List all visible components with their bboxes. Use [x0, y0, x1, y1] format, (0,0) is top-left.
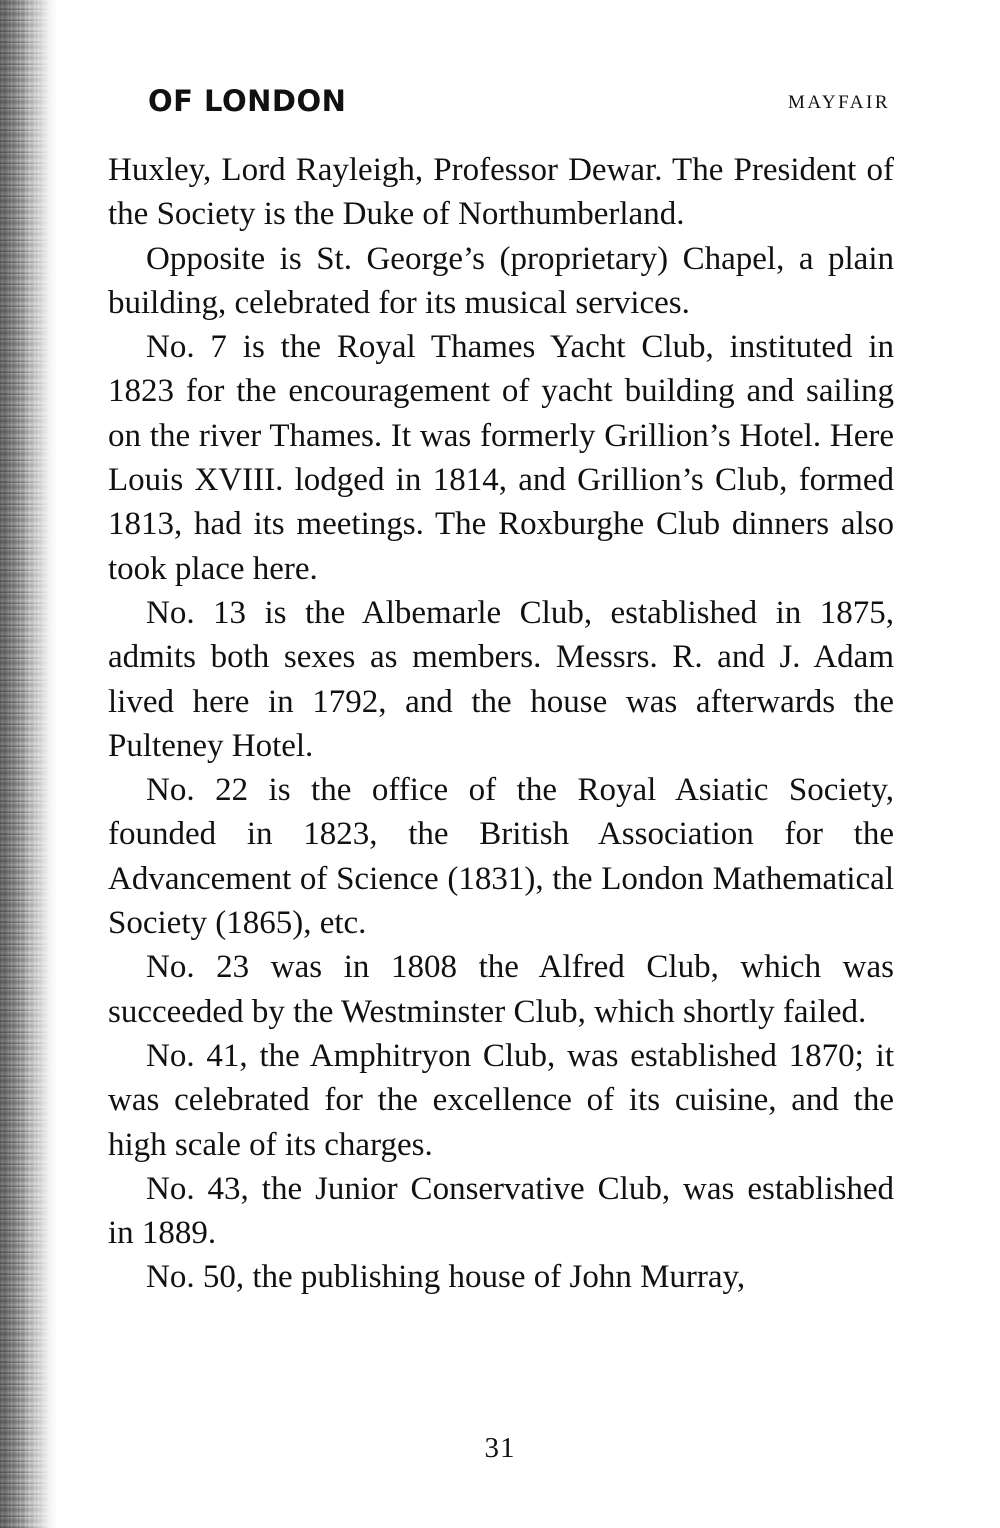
paragraph-no-50: No. 50, the publishing house of John Murray,	[146, 1259, 746, 1296]
paragraph-no-22: No. 22 is the office of the Royal Asiatic Society, founded in 1823, the British Association for the Advancement of Science (1831), the London Mathematical Society (1865), etc.	[108, 772, 894, 942]
paragraph-st-georges-chapel: Opposite is St. George’s (proprietary) Chapel, a plain building, celebrated for its musical services.	[108, 240, 894, 321]
paragraph-no-23: No. 23 was in 1808 the Alfred Club, which was succeeded by the Westminster Club, which shortly failed.	[108, 949, 894, 1030]
paragraph-no-13: No. 13 is the Albemarle Club, established in 1875, admits both sexes as members. Messrs. R. and J. Adam lived here in 1792, and the house was afterwards the Pulteney Hotel.	[108, 594, 894, 764]
page-number: 31	[484, 1432, 516, 1464]
running-head-section: MAYFAIR	[788, 92, 890, 113]
paragraph-no-7: No. 7 is the Royal Thames Yacht Club, instituted in 1823 for the encouragement of yacht building and sailing on the river Thames. It was formerly Grillion’s Hotel. Here Louis XVIII. lodged in 1814, and Grillion’s Club, formed 1813, had its meetings. The Roxburghe Club dinners also took place here.	[108, 329, 894, 587]
binding-speckle	[0, 0, 58, 1528]
paragraph-continued: Huxley, Lord Rayleigh, Professor Dewar. The President of the Society is the Duke of Northumberland.	[108, 152, 894, 233]
paragraph-no-41: No. 41, the Amphitryon Club, was established 1870; it was celebrated for the excellence of its cuisine, and the high scale of its charges.	[108, 1037, 894, 1163]
running-head	[148, 84, 890, 128]
binding-edge-shadow	[0, 0, 58, 1528]
paragraph-no-43: No. 43, the Junior Conservative Club, was established in 1889.	[108, 1170, 894, 1252]
running-head-title: OF LONDON	[148, 84, 347, 118]
page-body	[108, 148, 894, 1300]
